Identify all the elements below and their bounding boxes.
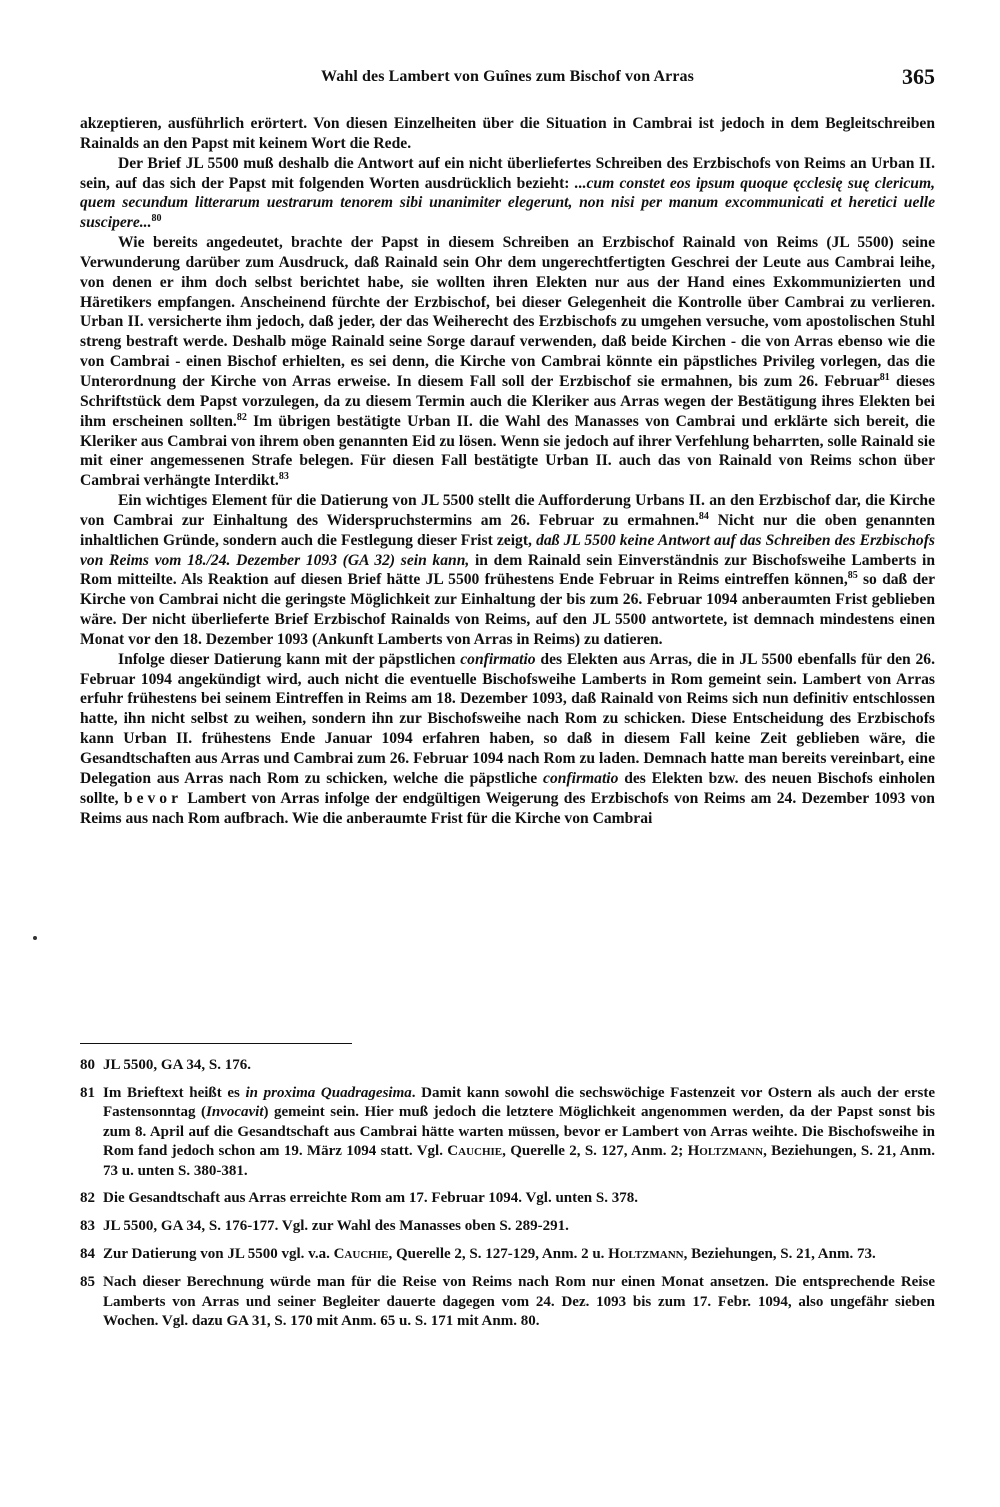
paragraph-1: akzeptieren, ausführlich erörtert. Von diesen Einzelheiten über die Situation in Cambrai ist jedoch in dem Begleitschreiben Rainalds an den Papst mit keinem Wort die Rede.	[80, 115, 935, 152]
main-text	[80, 114, 935, 828]
footnote-number: 85	[80, 1274, 95, 1291]
latin-quotation: ...cum constet eos ipsum quoque ęcclesię suę clericum, quem secundum litterarum uestrarum tenorem sibi unanimiter elegerunt, non nisi per manum excommunicati et heretici uelle suscipere...	[80, 174, 935, 232]
footnote-number: 81	[80, 1084, 95, 1101]
footnotes	[80, 1056, 935, 1340]
paragraph-2: Der Brief JL 5500 muß deshalb die Antwort auf ein nicht überliefertes Schreiben des Erzbischofs von Reims an Urban II. sein, auf das sich der Papst mit folgenden Worten ausdrücklich bezieht: ...cum constet eos ipsum quoque ęcclesię suę clericum, quem secundum litterarum uestrarum tenorem sibi unanimiter elegerunt, non nisi per manum excommunicati et heretici uelle suscipere...$^{80}$	[80, 154, 935, 232]
paragraph-4: Ein wichtiges Element für die Datierung von JL 5500 stellt die Aufforderung Urbans II. an den Erzbischof dar, die Kirche von Cambrai zur Einhaltung des Widerspruchstermins am 26. Februar zu ermahnen.$^{84}$ Nicht nur die oben genannten inhaltlichen Gründe, sondern auch die Festlegung dieser Frist zeigt, daß JL 5500 keine Antwort auf das Schreiben des Erzbischofs von Reims vom 18./24. Dezember 1093 (GA 32) sein kann, in dem Rainald sein Einverständnis zur Bischofsweihe Lamberts in Rom mitteilte. Als Reaktion auf diesen Brief hätte JL 5500 frühestens Ende Februar in Reims eintreffen können,$^{85}$ so daß der Kirche von Cambrai nicht die geringste Möglichkeit zur Einhaltung der bis zum 26. Februar 1094 anberaumten Frist geblieben wäre. Der nicht überlieferte Brief Erzbischof Rainalds von Reims, auf den JL 5500 antwortete, ist demnach mindestens einen Monat vor den 18. Dezember 1093 (Ankunft Lamberts von Arras in Reims) zu datieren.	[80, 492, 935, 648]
footnote-number: 82	[80, 1190, 95, 1207]
author-name: Cauchie	[333, 1246, 389, 1263]
running-title: Wahl des Lambert von Guînes zum Bischof von Arras	[321, 68, 694, 85]
footnote-81: 81 Im Brieftext heißt es in proxima Quadragesima. Damit kann sowohl die sechswöchige Fastenzeit vor Ostern als auch der erste Fastensonntag (Invocavit) gemeint sein. Hier muß jedoch die letztere Möglichkeit angenommen werden, da der Papst sonst bis zum 8. April auf die Gesandtschaft aus Cambrai hätte warten müssen, bevor er Lambert von Arras weihte. Die Bischofsweihe in Rom fand jedoch schon am 19. März 1094 statt. Vgl. Cauchie, Querelle 2, S. 127, Anm. 2; Holtzmann, Beziehungen, S. 21, Anm. 73 u. unten S. 380-381.	[80, 1084, 936, 1179]
term-confirmatio: confirmatio	[460, 650, 536, 668]
footnote-number: 83	[80, 1218, 95, 1235]
page-number: 365	[902, 64, 935, 89]
running-header	[80, 64, 935, 94]
paragraph-5: Infolge dieser Datierung kann mit der päpstlichen confirmatio des Elekten aus Arras, die in JL 5500 ebenfalls für den 26. Februar 1094 angekündigt wird, auch nicht die eventuelle Bischofsweihe Lamberts in Rom gemeint sein. Lambert von Arras erfuhr frühestens bei seinem Eintreffen in Reims am 18. Dezember 1093, daß Rainald von Reims sich nun definitiv entschlossen hatte, ihn nicht selbst zu weihen, sondern ihn zur Bischofsweihe nach Rom zu schicken. Diese Entscheidung des Erzbischofs kann Urban II. frühestens Ende Januar 1094 erfahren haben, so daß in diesem Fall keine Zeit geblieben wäre, die Gesandtschaften aus Arras und Cambrai zum 26. Februar 1094 nach Rom zu laden. Demnach hatte man bereits vereinbart, eine Delegation aus Arras nach Rom zu schicken, welche die päpstliche confirmatio des Elekten bzw. des neuen Bischofs einholen sollte, bevor Lambert von Arras infolge der endgültigen Weigerung des Erzbischofs von Reims am 24. Dezember 1093 von Reims aus nach Rom aufbrach. Wie die anberaumte Frist für die Kirche von Cambrai	[80, 650, 935, 827]
spaced-word: bevor	[123, 789, 182, 807]
footnote-separator	[80, 1043, 352, 1044]
footnote-82: 82 Die Gesandtschaft aus Arras erreichte Rom am 17. Februar 1094. Vgl. unten S. 378.	[80, 1189, 935, 1208]
footnote-83: 83 JL 5500, GA 34, S. 176-177. Vgl. zur Wahl des Manasses oben S. 289-291.	[80, 1217, 935, 1236]
margin-dot	[33, 936, 37, 940]
term-confirmatio: confirmatio	[543, 769, 619, 787]
paragraph-3: Wie bereits angedeutet, brachte der Papst in diesem Schreiben an Erzbischof Rainald von Reims (JL 5500) seine Verwunderung darüber zum Ausdruck, daß Rainald sein Ohr dem ungerechtfertigten Geschrei der Leute aus Cambrai leihe, von denen er ihm doch selbst berichtet habe, sie wollten ihren Elekten nur aus der Hand eines Exkommunizierten und Häretikers empfangen. Anscheinend fürchte der Erzbischof, bei dieser Gelegenheit die Kontrolle über Cambrai zu verlieren. Urban II. versicherte ihm jedoch, daß jeder, der das Weiherecht des Erzbischofs zu umgehen versuche, vom apostolischen Stuhl streng bestraft werde. Deshalb möge Rainald seine Sorge darauf verwenden, daß beide Kirchen - die von Arras ebenso wie die von Cambrai - einen Bischof erhielten, es sei denn, die Kirche von Cambrai könnte ein päpstliches Privileg vorlegen, das die Unterordnung der Kirche von Arras erweise. In diesem Fall soll der Erzbischof sie ermahnen, bis zum 26. Februar$^{81}$ dieses Schriftstück dem Papst vorzulegen, da zu diesem Termin auch die Kleriker aus Arras wegen der Bestätigung ihres Elekten bei ihm erscheinen sollten.$^{82}$ Im übrigen bestätigte Urban II. die Wahl des Manasses von Cambrai und erklärte sich bereit, die Kleriker aus Cambrai von ihrem oben genannten Eid zu lösen. Wenn sie jedoch auf ihrer Verfehlung beharrten, solle Rainald sie mit einer angemessenen Strafe belegen. Für diesen Fall bestätigte Urban II. auch das von Rainald von Reims schon über Cambrai verhängte Interdikt.$^{83}$	[80, 234, 935, 490]
footnote-ref-83[interactable]: 83	[278, 471, 289, 482]
footnote-ref-82[interactable]: 82	[236, 411, 247, 423]
footnote-84: 84 Zur Datierung von JL 5500 vgl. v.a. Cauchie, Querelle 2, S. 127-129, Anm. 2 u. Holtzmann, Beziehungen, S. 21, Anm. 73.	[80, 1245, 935, 1264]
author-name: Holtzmann	[608, 1246, 684, 1263]
footnote-ref-85[interactable]: 85	[847, 570, 858, 582]
footnote-ref-80[interactable]: 80	[151, 213, 162, 225]
footnote-80: 80 JL 5500, GA 34, S. 176.	[80, 1056, 935, 1075]
author-name: Holtzmann	[687, 1143, 764, 1160]
emphasized-claim: daß JL 5500 keine Antwort auf das Schreiben des Erzbischofs von Reims vom 18./24. Dezember 1093 (GA 32) sein kann,	[80, 531, 935, 569]
footnote-number: 84	[80, 1246, 95, 1263]
footnote-ref-84[interactable]: 84	[698, 510, 709, 522]
author-name: Cauchie	[447, 1143, 503, 1160]
footnote-number: 80	[80, 1057, 95, 1073]
footnote-ref-81[interactable]: 81	[879, 371, 890, 383]
footnote-85: 85 Nach dieser Berechnung würde man für die Reise von Reims nach Rom nur einen Monat ansetzen. Die entsprechende Reise Lamberts von Arras und seiner Begleiter dauerte dagegen vom 24. Dez. 1093 bis zum 17. Febr. 1094, also ungefähr sieben Wochen. Vgl. dazu GA 31, S. 170 mit Anm. 65 u. S. 171 mit Anm. 80.	[80, 1274, 935, 1329]
